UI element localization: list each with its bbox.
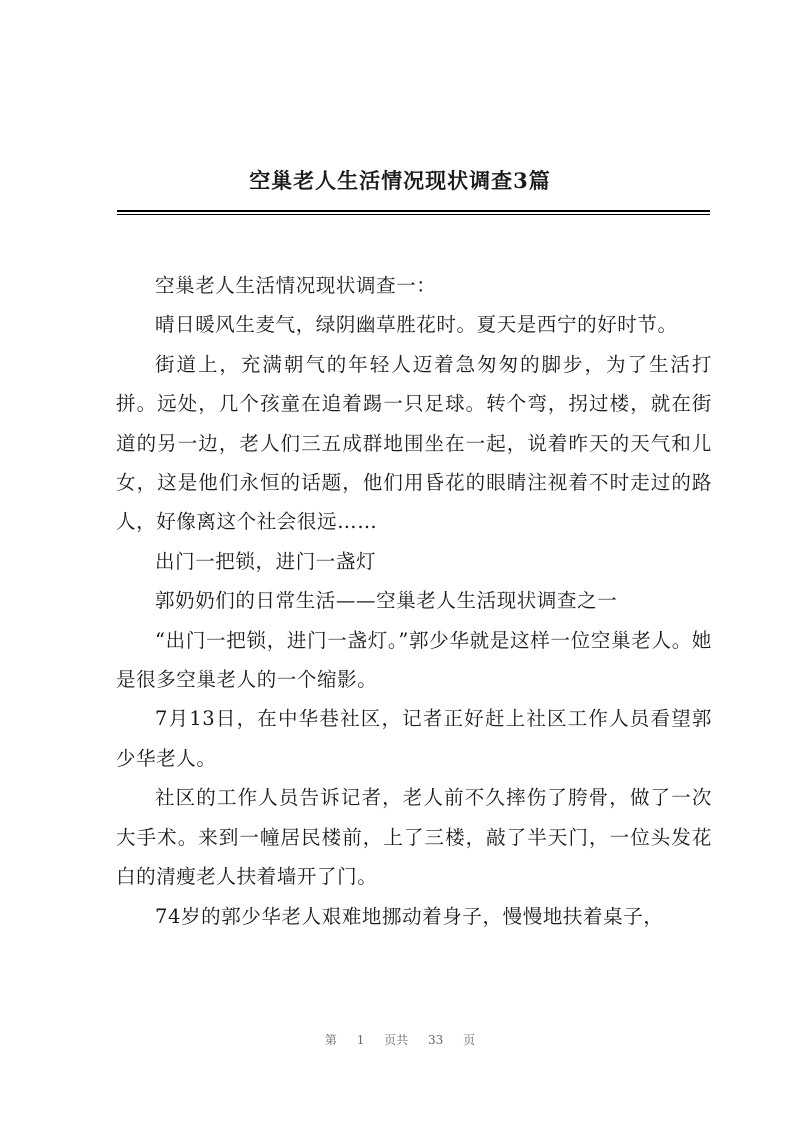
paragraph: 7月13日，在中华巷社区，记者正好赶上社区工作人员看望郭少华老人。 [116, 707, 712, 770]
footer-current-page: 1 [356, 1033, 365, 1047]
footer-total-pages: 33 [428, 1033, 444, 1047]
footer-label-end: 页 [463, 1033, 476, 1047]
page-footer [0, 1031, 800, 1048]
paragraph: “出门一把锁，进门一盏灯。”郭少华就是这样一位空巢老人。她是很多空巢老人的一个缩影。 [116, 628, 712, 692]
paragraph: 出门一把锁，进门一盏灯 [155, 549, 377, 573]
paragraph: 街道上，充满朝气的年轻人迈着急匆匆的脚步，为了生活打拼。远处，几个孩童在追着踢一只足球。转个弯，拐过楼，就在街道的另一边，老人们三五成群地围坐在一起，说着昨天的天气和儿女，这是他们永恒的话题，他们用昏花的眼睛注视着不时走过的路人，好像离这个社会很远…… [116, 352, 712, 534]
title-divider [117, 210, 710, 215]
paragraph: 郭奶奶们的日常生活——空巢老人生活现状调查之一 [155, 589, 618, 613]
footer-label-page: 第 [324, 1033, 337, 1047]
document-title: 空巢老人生活情况现状调查3篇 [249, 168, 551, 193]
paragraph: 74岁的郭少华老人艰难地挪动着身子，慢慢地扶着桌子， [155, 904, 664, 928]
paragraph: 空巢老人生活情况现状调查一： [155, 274, 437, 297]
paragraph: 晴日暖风生麦气，绿阴幽草胜花时。夏天是西宁的好时节。 [155, 313, 678, 337]
document-body [116, 266, 712, 936]
footer-label-total: 页共 [384, 1033, 409, 1047]
paragraph: 社区的工作人员告诉记者，老人前不久摔伤了胯骨，做了一次大手术。来到一幢居民楼前，上了三楼，敲了半天门，一位头发花白的清瘦老人扶着墙开了门。 [116, 786, 712, 889]
